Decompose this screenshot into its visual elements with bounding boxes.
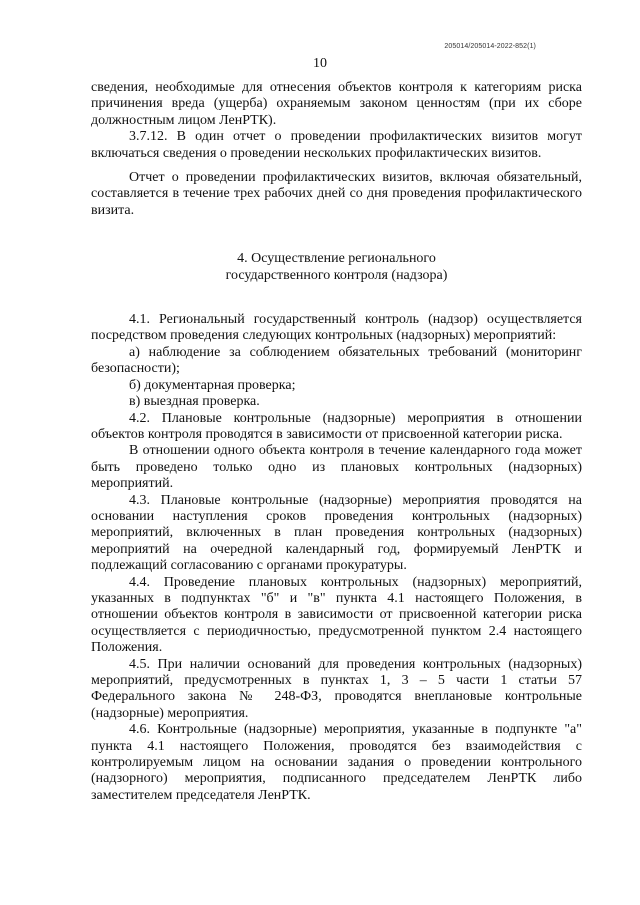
paragraph-continuation: сведения, необходимые для отнесения объектов контроля к категориям риска причинения вреда (ущерба) охраняемым законом ценностям (при их сборе должностным лицом ЛенРТК).	[91, 80, 582, 128]
paragraph-4-1: 4.1. Региональный государственный контроль (надзор) осуществляется посредством проведения следующих контрольных (надзорных) мероприятий:	[91, 312, 582, 344]
document-body	[91, 80, 582, 804]
document-registration-code: 205014/205014-2022-852(1)	[444, 43, 536, 50]
section-heading-line-2: государственного контроля (надзора)	[225, 267, 448, 283]
section-heading-line-1: 4. Осуществление регионального	[237, 251, 436, 267]
section-heading	[91, 251, 582, 284]
paragraph-4-6: 4.6. Контрольные (надзорные) мероприятия, указанные в подпункте "а" пункта 4.1 настоящего Положения, проводятся без взаимодействия с контролируемым лицом на основании задания о проведении контрольного (надзорного) мероприятия, подписанного председателем ЛенРТК либо заместителем председателя ЛенРТК.	[91, 722, 582, 803]
list-item-v: в) выездная проверка.	[129, 394, 260, 410]
paragraph-report: Отчет о проведении профилактических визитов, включая обязательный, составляется в течение трех рабочих дней со дня проведения профилактического визита.	[91, 170, 582, 218]
list-item-b: б) документарная проверка;	[129, 377, 296, 393]
page-number: 10	[313, 56, 327, 71]
list-item-a: а) наблюдение за соблюдением обязательных требований (мониторинг безопасности);	[91, 344, 582, 377]
paragraph-3-7-12: 3.7.12. В один отчет о проведении профилактических визитов могут включаться сведения о проведении нескольких профилактических визитов.	[91, 129, 582, 161]
paragraph-4-5: 4.5. При наличии оснований для проведения контрольных (надзорных) мероприятий, предусмотренных в пунктах 1, 3 – 5 части 1 статьи 57 Федерального закона № 248-ФЗ, проводятся внеплановые контрольные (надзорные) мероприятия.	[91, 656, 582, 721]
paragraph-4-4: 4.4. Проведение плановых контрольных (надзорных) мероприятий, указанных в подпунктах "б" и "в" пункта 4.1 настоящего Положения, в отношении объектов контроля в зависимости от присвоенной категории риска осуществляется с периодичностью, предусмотренной пунктом 2.4 настоящего Положения.	[91, 574, 582, 656]
paragraph-4-3: 4.3. Плановые контрольные (надзорные) мероприятия проводятся на основании наступления сроков проведения контрольных (надзорных) мероприятий, включенных в план проведения контрольных (надзорных) мероприятий на очередной календарный год, формируемый ЛенРТК и подлежащий согласованию с органами прокуратуры.	[91, 492, 582, 574]
paragraph-one-object: В отношении одного объекта контроля в течение календарного года может быть проведено только одно из плановых контрольных (надзорных) мероприятий.	[91, 443, 582, 492]
paragraph-4-2: 4.2. Плановые контрольные (надзорные) мероприятия в отношении объектов контроля проводятся в зависимости от присвоенной категории риска.	[91, 410, 582, 442]
